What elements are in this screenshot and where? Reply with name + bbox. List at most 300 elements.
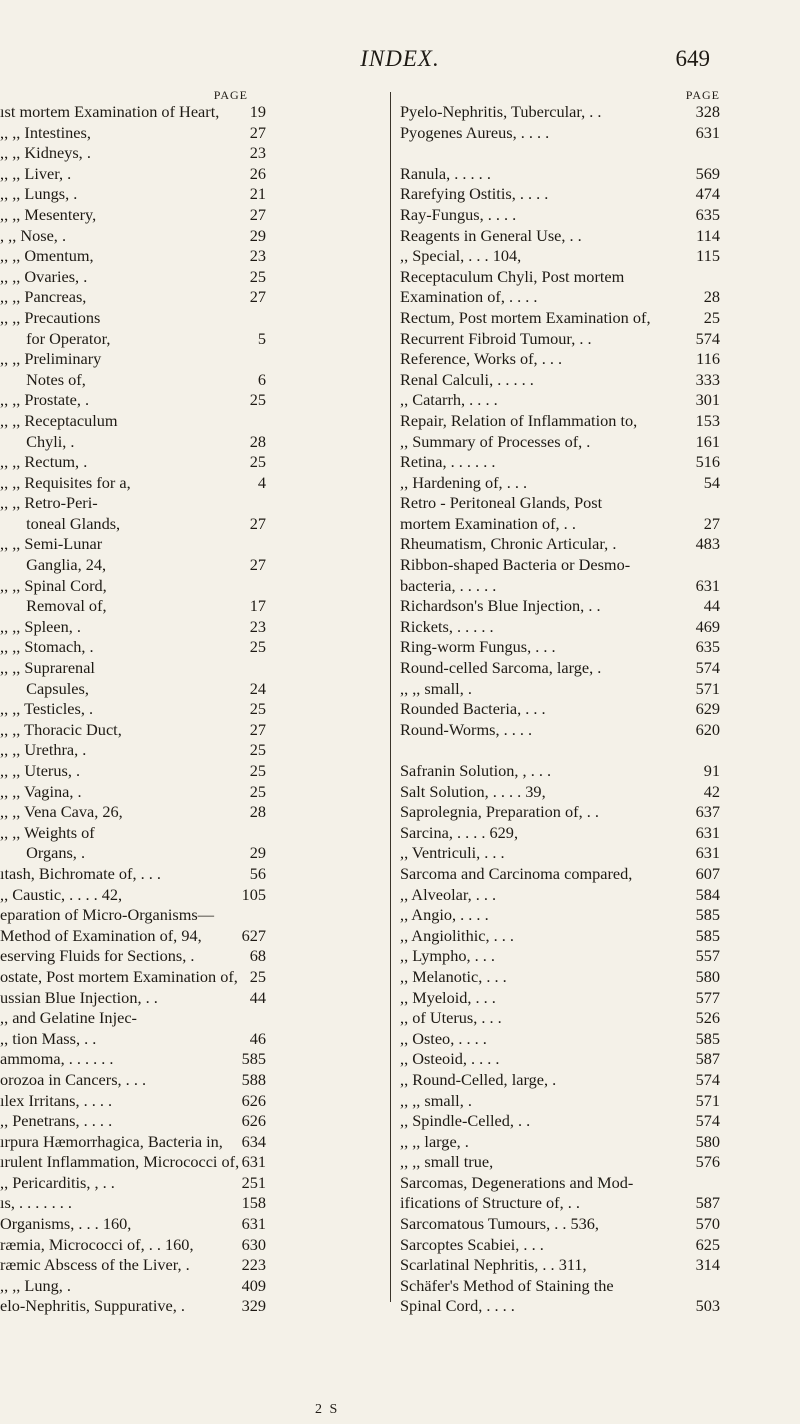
index-entry-text: ,, Angiolithic, . . . xyxy=(400,925,514,945)
index-entry-text: Sarcina, . . . . 629, xyxy=(400,822,519,842)
index-entry-text: ,, ,, Prostate, . xyxy=(0,390,90,410)
index-entry xyxy=(0,1173,384,1194)
index-entry xyxy=(400,885,720,906)
index-entry xyxy=(400,823,720,844)
index-entry-page: 44 xyxy=(703,596,720,616)
index-entry xyxy=(0,1049,384,1070)
index-entry-text: , ,, Nose, . xyxy=(0,225,67,245)
index-entry-text: ,, ,, Requisites for a, xyxy=(0,472,131,492)
index-entry-text: ussian Blue Injection, . . xyxy=(0,987,158,1007)
index-entry-text: ,, ,, Vena Cava, 26, xyxy=(0,802,123,822)
index-entry xyxy=(0,1070,384,1091)
index-entry-text: ,, ,, small true, xyxy=(400,1152,494,1172)
index-entry xyxy=(400,411,720,432)
index-entry-text: ,, Lympho, . . . xyxy=(400,946,495,966)
index-entry-text: Organisms, . . . 160, xyxy=(0,1214,132,1234)
index-entry xyxy=(400,370,720,391)
index-entry-text: ,, Catarrh, . . . . xyxy=(400,390,498,410)
index-entry-text: ,, ,, small, . xyxy=(400,678,472,698)
index-entry-text: Ring-worm Fungus, . . . xyxy=(400,637,556,657)
index-entry xyxy=(400,267,720,288)
index-entry xyxy=(400,1255,720,1276)
index-entry xyxy=(0,432,384,453)
index-entry xyxy=(0,390,384,411)
index-entry xyxy=(400,184,720,205)
index-entry-text: Retina, . . . . . . xyxy=(400,452,496,472)
index-entry-page: 223 xyxy=(241,1255,266,1275)
index-entry-text: ,, Penetrans, . . . . xyxy=(0,1111,113,1131)
index-entry-text: ,, Melanotic, . . . xyxy=(400,966,507,986)
index-entry-page: 116 xyxy=(696,349,720,369)
index-entry-text: Schäfer's Method of Staining the xyxy=(400,1275,614,1295)
index-column-left xyxy=(0,88,384,1317)
index-entry-page: 23 xyxy=(249,143,266,163)
index-entry xyxy=(0,843,384,864)
index-entry-text: ,, Spindle-Celled, . . xyxy=(400,1111,531,1131)
index-entry-page: 29 xyxy=(249,225,266,245)
page-header xyxy=(0,46,800,76)
page-title: INDEX. xyxy=(360,46,440,71)
index-entry xyxy=(400,102,720,123)
index-entry xyxy=(0,205,384,226)
index-entry-text: ,, ,, Retro-Peri- xyxy=(0,493,98,513)
index-entry-text: Safranin Solution, , . . . xyxy=(400,761,552,780)
index-entry-page: 25 xyxy=(249,740,266,760)
index-entry-text: Spinal Cord, . . . . xyxy=(400,1296,515,1316)
index-entry xyxy=(0,1029,384,1050)
index-entry-page: 620 xyxy=(695,719,720,739)
index-entry-page: 631 xyxy=(695,822,720,842)
index-entry xyxy=(400,782,720,803)
index-entry xyxy=(0,123,384,144)
index-entry-page: 158 xyxy=(241,1193,266,1213)
index-entry xyxy=(400,1235,720,1256)
index-entry-page: 29 xyxy=(249,843,266,863)
index-entry-page: 631 xyxy=(241,1152,266,1172)
index-entry-text: ,, ,, Semi-Lunar xyxy=(0,534,103,554)
index-entry-text: Pyelo-Nephritis, Tubercular, . . xyxy=(400,102,602,121)
index-entry-page: 587 xyxy=(695,1049,720,1069)
index-entry-text: ırulent Inflammation, Micrococci of, xyxy=(0,1152,240,1172)
index-entry-text: eparation of Micro-Organisms— xyxy=(0,905,215,925)
index-entry-page: 569 xyxy=(695,163,720,183)
index-entry-text: ,, ,, Uterus, . xyxy=(0,761,81,780)
index-entry xyxy=(400,1132,720,1153)
index-entry-page: 474 xyxy=(695,184,720,204)
index-entry-page: 607 xyxy=(695,863,720,883)
index-entry xyxy=(0,782,384,803)
index-entry-page: 23 xyxy=(249,246,266,266)
index-entry-text: Method of Examination of, 94, xyxy=(0,925,202,945)
index-entry xyxy=(400,926,720,947)
index-entry xyxy=(0,761,384,782)
index-entry-page: 574 xyxy=(695,1111,720,1131)
index-entry-text: mortem Examination of, . . xyxy=(400,513,576,533)
index-entry-page: 630 xyxy=(241,1234,266,1254)
index-entry-page: 329 xyxy=(241,1296,266,1316)
page-column-heading: PAGE xyxy=(213,88,248,102)
index-entry-text: ılex Irritans, . . . . xyxy=(0,1090,113,1110)
index-entry xyxy=(0,658,384,679)
index-entry-page: 587 xyxy=(695,1193,720,1213)
index-entry xyxy=(400,1091,720,1112)
index-entry xyxy=(400,452,720,473)
index-entry xyxy=(0,411,384,432)
index-entry-page: 68 xyxy=(249,946,266,966)
signature-mark: 2 S xyxy=(315,1402,340,1417)
index-entry-text: ,, and Gelatine Injec- xyxy=(0,1008,137,1028)
index-entry-text: for Operator, xyxy=(26,328,111,348)
index-entry xyxy=(0,226,384,247)
index-entry xyxy=(0,823,384,844)
index-entry xyxy=(0,370,384,391)
index-entry xyxy=(0,1235,384,1256)
index-entry-text: ,, Ventriculi, . . . xyxy=(400,843,505,863)
index-entry-text: Reagents in General Use, . . xyxy=(400,225,582,245)
index-entry xyxy=(400,205,720,226)
index-entry-text: ,, ,, Testicles, . xyxy=(0,699,94,719)
index-entry xyxy=(400,1070,720,1091)
index-column-right xyxy=(400,88,720,1317)
index-entry-page: 23 xyxy=(249,616,266,636)
index-entry-page: 25 xyxy=(249,966,266,986)
index-entry-page: 17 xyxy=(249,596,266,616)
index-entry xyxy=(400,864,720,885)
index-entry-text: ,, Caustic, . . . . 42, xyxy=(0,884,123,904)
index-entry xyxy=(400,493,720,514)
index-entry xyxy=(0,740,384,761)
index-entry xyxy=(0,308,384,329)
index-entry-page: 516 xyxy=(695,452,720,472)
index-entry-text: Recurrent Fibroid Tumour, . . xyxy=(400,328,592,348)
index-entry-text: Richardson's Blue Injection, . . xyxy=(400,596,601,616)
index-entry-text: ,, ,, Vagina, . xyxy=(0,781,82,801)
index-entry-text: ,, of Uterus, . . . xyxy=(400,1008,502,1028)
index-entry-text: ,, Osteoid, . . . . xyxy=(400,1049,500,1069)
index-entry xyxy=(400,534,720,555)
index-entry-text: Sarcoptes Scabiei, . . . xyxy=(400,1234,544,1254)
index-entry-page: 571 xyxy=(695,1090,720,1110)
index-entry-page: 571 xyxy=(695,678,720,698)
index-entry-page: 580 xyxy=(695,966,720,986)
index-entry xyxy=(0,555,384,576)
index-entry xyxy=(0,699,384,720)
index-entry-page: 105 xyxy=(241,884,266,904)
index-entry xyxy=(0,637,384,658)
index-entry-text: Examination of, . . . . xyxy=(400,287,538,307)
index-entry xyxy=(400,1029,720,1050)
index-entry xyxy=(0,720,384,741)
index-entry-page: 635 xyxy=(695,637,720,657)
index-entry-text: Repair, Relation of Inflammation to, xyxy=(400,410,638,430)
index-entry-page: 28 xyxy=(703,287,720,307)
index-entry-page: 5 xyxy=(257,328,266,348)
index-entry-page: 469 xyxy=(695,616,720,636)
index-entry-page: 27 xyxy=(249,513,266,533)
index-entry-page: 28 xyxy=(249,431,266,451)
index-entry-page: 25 xyxy=(249,390,266,410)
index-entry-page: 27 xyxy=(249,122,266,142)
index-entry xyxy=(400,473,720,494)
index-entry xyxy=(0,946,384,967)
index-entry-page: 25 xyxy=(249,266,266,286)
index-entry-page: 115 xyxy=(696,246,720,266)
index-entry xyxy=(0,1296,384,1317)
index-entry xyxy=(400,432,720,453)
index-entry-page: 584 xyxy=(695,884,720,904)
index-entry xyxy=(400,1173,720,1194)
index-entry-page: 56 xyxy=(249,863,266,883)
index-entry-page: 4 xyxy=(257,472,266,492)
index-entry-page: 631 xyxy=(241,1214,266,1234)
index-entry-page: 251 xyxy=(241,1172,266,1192)
index-entry xyxy=(400,1276,720,1297)
index-entry xyxy=(400,946,720,967)
page-number: 649 xyxy=(675,46,710,71)
index-entry-page: 585 xyxy=(241,1049,266,1069)
index-entry-page: 637 xyxy=(695,802,720,822)
index-entry xyxy=(0,596,384,617)
index-entry-text: ,, ,, small, . xyxy=(400,1090,472,1110)
index-entry-text: ammoma, . . . . . . xyxy=(0,1049,114,1069)
index-entry-text: ıtash, Bichromate of, . . . xyxy=(0,863,161,883)
index-entry xyxy=(400,246,720,267)
index-entry-page: 634 xyxy=(241,1131,266,1151)
index-entry-text: ,, Angio, . . . . xyxy=(400,905,489,925)
index-entry-text: ıs, . . . . . . . xyxy=(0,1193,72,1213)
index-entry-page: 25 xyxy=(249,761,266,780)
index-entry-text: Sarcomatous Tumours, . . 536, xyxy=(400,1214,600,1234)
index-entry xyxy=(400,905,720,926)
index-entry-page: 153 xyxy=(695,410,720,430)
index-entry xyxy=(0,1214,384,1235)
index-entry xyxy=(0,1132,384,1153)
index-entry xyxy=(400,308,720,329)
index-entry-text: ,, ,, Pancreas, xyxy=(0,287,87,307)
index-entry-text: Renal Calculi, . . . . . xyxy=(400,369,534,389)
index-entry-page: 631 xyxy=(695,843,720,863)
index-entry xyxy=(400,1214,720,1235)
index-entry-page: 25 xyxy=(249,781,266,801)
index-entry xyxy=(0,885,384,906)
index-entry xyxy=(0,246,384,267)
index-entry xyxy=(400,637,720,658)
index-entry-text: Retro - Peritoneal Glands, Post xyxy=(400,493,603,513)
index-entry-page: 627 xyxy=(241,925,266,945)
index-entry-page: 629 xyxy=(695,699,720,719)
index-entry-text: Round-Worms, . . . . xyxy=(400,719,533,739)
index-entry-text: ,, ,, Liver, . xyxy=(0,163,72,183)
index-entry-text: ræmic Abscess of the Liver, . xyxy=(0,1255,190,1275)
index-entry-text: ,, ,, Omentum, xyxy=(0,246,94,266)
index-entry-text: Reference, Works of, . . . xyxy=(400,349,563,369)
index-entry-text: ,, tion Mass, . . xyxy=(0,1028,97,1048)
index-entry xyxy=(0,184,384,205)
index-entry-text: ,, Myeloid, . . . xyxy=(400,987,496,1007)
index-entry-text: ,, ,, large, . xyxy=(400,1131,469,1151)
index-entry-text: elo-Nephritis, Suppurative, . xyxy=(0,1296,185,1316)
index-entry-text: ,, Summary of Processes of, . xyxy=(400,431,591,451)
index-entry-page: 26 xyxy=(249,163,266,183)
index-entry-page: 42 xyxy=(703,781,720,801)
index-entry xyxy=(0,349,384,370)
index-entry-text: Capsules, xyxy=(26,678,89,698)
index-entry xyxy=(0,102,384,123)
index-entry-page: 114 xyxy=(696,225,720,245)
page-column-heading: PAGE xyxy=(685,88,720,102)
index-entry-page: 631 xyxy=(695,122,720,142)
index-entry xyxy=(0,452,384,473)
index-entry-page: 27 xyxy=(249,287,266,307)
index-entry xyxy=(0,864,384,885)
index-entry-page: 585 xyxy=(695,1028,720,1048)
index-entry xyxy=(0,1111,384,1132)
index-entry-text: ,, ,, Intestines, xyxy=(0,122,91,142)
index-entry xyxy=(0,926,384,947)
index-entry-page: 585 xyxy=(695,925,720,945)
index-gap xyxy=(400,740,720,761)
index-entry-text: ,, ,, Thoracic Duct, xyxy=(0,719,122,739)
index-entry-page: 27 xyxy=(249,555,266,575)
index-entry xyxy=(0,967,384,988)
index-entry-page: 580 xyxy=(695,1131,720,1151)
index-entry-page: 25 xyxy=(703,307,720,327)
index-entry-page: 631 xyxy=(695,575,720,595)
index-entry-text: ırpura Hæmorrhagica, Bacteria in, xyxy=(0,1131,223,1151)
index-entry xyxy=(400,123,720,144)
index-entry-text: ,, ,, Rectum, . xyxy=(0,452,88,472)
index-entry-text: ostate, Post mortem Examination of, xyxy=(0,966,238,986)
index-entry xyxy=(400,761,720,782)
index-entry-page: 574 xyxy=(695,658,720,678)
index-entry-text: Rickets, . . . . . xyxy=(400,616,494,636)
index-entry-text: Sarcoma and Carcinoma compared, xyxy=(400,863,633,883)
index-entry-text: Salt Solution, . . . . 39, xyxy=(400,781,546,801)
index-entry-text: ,, ,, Spinal Cord, xyxy=(0,575,107,595)
index-gap xyxy=(400,143,720,164)
index-entry xyxy=(0,1255,384,1276)
index-entry xyxy=(0,267,384,288)
index-entry xyxy=(0,802,384,823)
index-entry-page: 19 xyxy=(249,102,266,121)
index-entry-text: Receptaculum Chyli, Post mortem xyxy=(400,266,625,286)
index-entry xyxy=(400,843,720,864)
index-entry xyxy=(0,1008,384,1029)
index-entry xyxy=(400,1193,720,1214)
index-entry xyxy=(400,555,720,576)
index-entry-page: 314 xyxy=(695,1255,720,1275)
index-entry-text: ,, Pericarditis, , . . xyxy=(0,1172,115,1192)
index-entry xyxy=(0,534,384,555)
index-entry-page: 526 xyxy=(695,1008,720,1028)
index-entry xyxy=(400,226,720,247)
index-entry-text: Ranula, . . . . . xyxy=(400,163,491,183)
index-entry xyxy=(400,164,720,185)
index-entry-text: Ribbon-shaped Bacteria or Desmo- xyxy=(400,555,631,575)
index-entry-text: bacteria, . . . . . xyxy=(400,575,497,595)
index-entry-text: ,, Alveolar, . . . xyxy=(400,884,497,904)
index-entry-text: ,, ,, Ovaries, . xyxy=(0,266,88,286)
index-entry-page: 46 xyxy=(249,1028,266,1048)
index-entry-text: ,, ,, Precautions xyxy=(0,307,101,327)
index-entry-text: ,, Round-Celled, large, . xyxy=(400,1069,557,1089)
index-entry-text: ræmia, Micrococci of, . . 160, xyxy=(0,1234,194,1254)
index-entry-text: Rheumatism, Chronic Articular, . xyxy=(400,534,617,554)
index-entry-text: Ganglia, 24, xyxy=(26,555,107,575)
index-entry-text: eserving Fluids for Sections, . xyxy=(0,946,195,966)
index-entry xyxy=(400,658,720,679)
index-entry xyxy=(400,617,720,638)
index-entry-page: 25 xyxy=(249,452,266,472)
index-entry-text: Removal of, xyxy=(26,596,107,616)
index-entry xyxy=(400,390,720,411)
index-entry-text: ,, Osteo, . . . . xyxy=(400,1028,487,1048)
index-entry-page: 409 xyxy=(241,1275,266,1295)
index-entry xyxy=(0,1152,384,1173)
index-entry xyxy=(400,1049,720,1070)
index-entry xyxy=(0,1193,384,1214)
index-entry-page: 576 xyxy=(695,1152,720,1172)
index-entry-page: 503 xyxy=(695,1296,720,1316)
index-entry-page: 27 xyxy=(249,204,266,224)
index-entry-text: ,, ,, Lung, . xyxy=(0,1275,71,1295)
index-entry-text: ,, ,, Spleen, . xyxy=(0,616,81,636)
index-entry-text: ,, ,, Kidneys, . xyxy=(0,143,91,163)
index-entry xyxy=(400,1111,720,1132)
index-entry xyxy=(0,1276,384,1297)
index-entry xyxy=(400,1008,720,1029)
index-entry-page: 483 xyxy=(695,534,720,554)
index-entry-page: 577 xyxy=(695,987,720,1007)
index-entry-page: 44 xyxy=(249,987,266,1007)
index-entry xyxy=(0,164,384,185)
index-entry xyxy=(0,514,384,535)
index-entry-text: ,, ,, Preliminary xyxy=(0,349,102,369)
column-divider xyxy=(390,92,391,1302)
index-entry-page: 588 xyxy=(241,1069,266,1089)
index-entry-page: 626 xyxy=(241,1090,266,1110)
index-entry xyxy=(400,967,720,988)
index-entry xyxy=(400,514,720,535)
index-entry-page: 91 xyxy=(703,761,720,780)
index-entry-text: Pyogenes Aureus, . . . . xyxy=(400,122,550,142)
index-entry xyxy=(0,576,384,597)
index-entry-page: 625 xyxy=(695,1234,720,1254)
index-entry-page: 570 xyxy=(695,1214,720,1234)
index-entry xyxy=(400,287,720,308)
index-entry xyxy=(0,905,384,926)
index-entry xyxy=(400,699,720,720)
index-entry xyxy=(0,1091,384,1112)
index-entry xyxy=(400,720,720,741)
index-entry-text: ,, Special, . . . 104, xyxy=(400,246,522,266)
index-entry-text: ,, ,, Mesentery, xyxy=(0,204,97,224)
index-entry-page: 626 xyxy=(241,1111,266,1131)
index-entry-page: 557 xyxy=(695,946,720,966)
index-entry-page: 27 xyxy=(703,513,720,533)
index-entry-page: 635 xyxy=(695,204,720,224)
index-entry-text: Scarlatinal Nephritis, . . 311, xyxy=(400,1255,587,1275)
index-entry-page: 301 xyxy=(695,390,720,410)
index-entry-text: ,, Hardening of, . . . xyxy=(400,472,528,492)
index-entry xyxy=(0,617,384,638)
index-entry xyxy=(400,1296,720,1317)
index-entry xyxy=(400,349,720,370)
index-entry-page: 27 xyxy=(249,719,266,739)
index-entry-page: 54 xyxy=(703,472,720,492)
index-entry-page: 24 xyxy=(249,678,266,698)
index-entry-page: 333 xyxy=(695,369,720,389)
